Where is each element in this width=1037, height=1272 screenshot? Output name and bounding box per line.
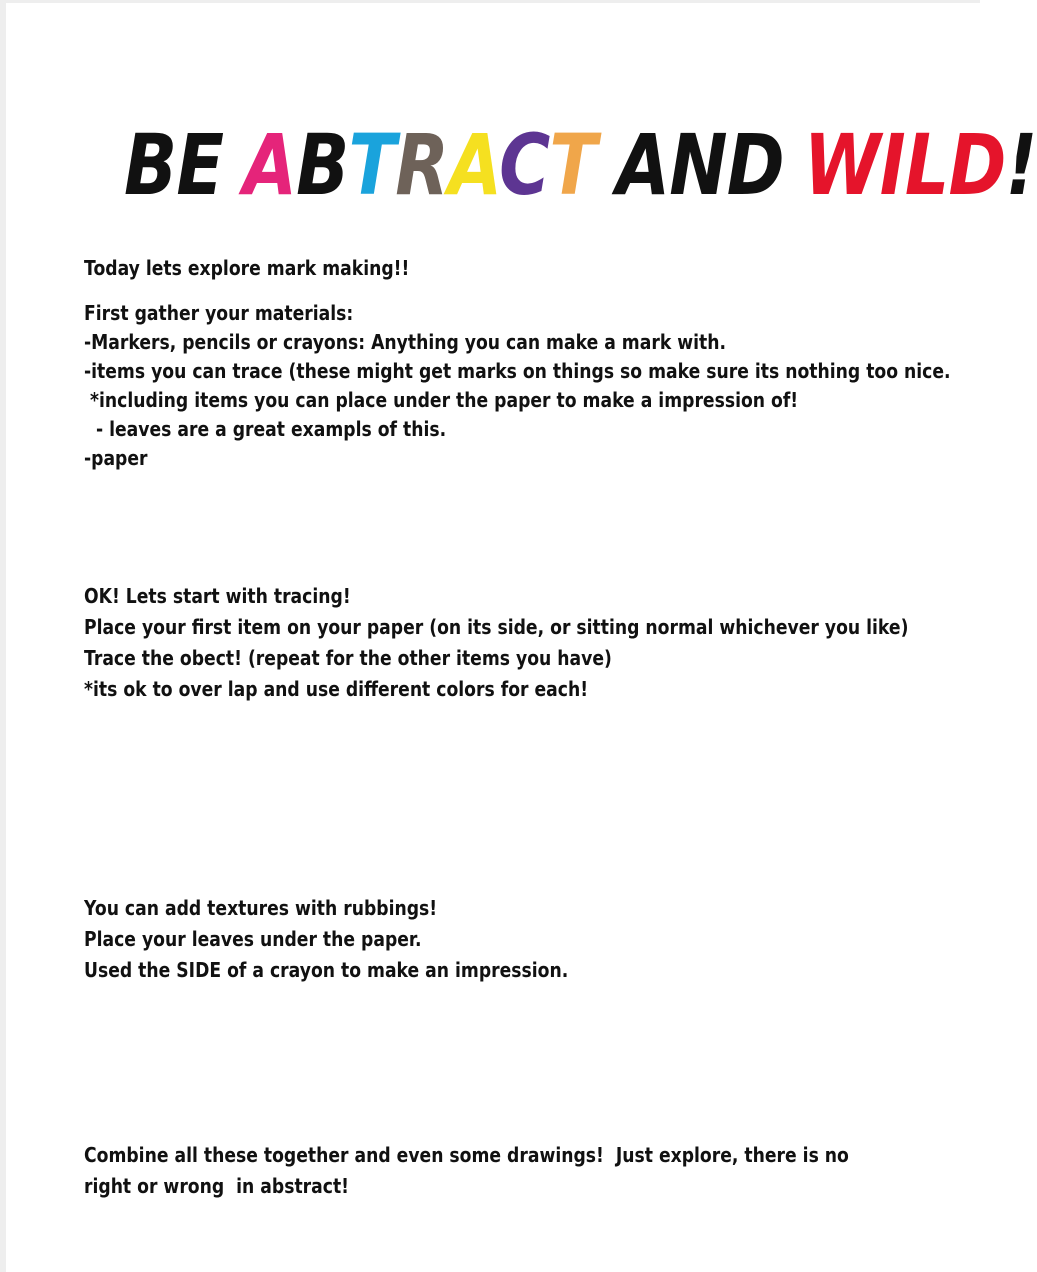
title-letter: N (669, 116, 727, 214)
rubbings-heading: You can add textures with rubbings! (84, 896, 438, 920)
title-letter: T (549, 116, 597, 214)
title-letter: I (879, 116, 905, 214)
materials-note-impression: *including items you can place under the paper to make a impression of! (84, 388, 799, 412)
materials-note-leaves: - leaves are a great exampls of this. (84, 417, 447, 441)
rubbings-step-crayon: Used the SIDE of a crayon to make an impression. (84, 958, 569, 982)
title-letter: ! (1005, 116, 1037, 214)
rubbings-section (84, 893, 964, 986)
combine-line-2: right or wrong in abstract! (84, 1174, 350, 1198)
materials-item-paper: -paper (84, 446, 148, 470)
materials-item-markers: -Markers, pencils or crayons: Anything you can make a mark with. (84, 330, 727, 354)
tracing-step-trace: Trace the obect! (repeat for the other items you have) (84, 646, 612, 670)
title-letter: E (176, 116, 224, 214)
title-letter: A (616, 116, 670, 214)
materials-section (84, 299, 964, 473)
materials-item-trace: -items you can trace (these might get marks on things so make sure its nothing too nice. (84, 359, 951, 383)
title-letter: R (395, 116, 449, 214)
title-letter: A (448, 116, 500, 214)
combine-section (84, 1140, 964, 1202)
title-letter: B (296, 116, 349, 214)
materials-heading: First gather your materials: (84, 301, 354, 325)
title-letter: C (499, 116, 550, 214)
title-letter: D (948, 116, 1006, 214)
page-title (124, 115, 1037, 215)
title-letter: A (243, 116, 297, 214)
rubbings-step-place: Place your leaves under the paper. (84, 927, 422, 951)
title-letter: T (348, 116, 396, 214)
combine-line-1: Combine all these together and even some drawings! Just explore, there is no (84, 1143, 849, 1167)
intro-line: Today lets explore mark making!! (84, 256, 410, 280)
title-letter: W (803, 116, 880, 214)
tracing-heading: OK! Lets start with tracing! (84, 584, 351, 608)
intro-section (84, 254, 964, 283)
title-letter: B (124, 116, 177, 214)
tracing-step-place: Place your first item on your paper (on its side, or sitting normal whichever you like) (84, 615, 909, 639)
tracing-note: *its ok to over lap and use different colors for each! (84, 677, 589, 701)
tracing-section (84, 581, 964, 705)
title-letter: L (904, 116, 949, 214)
title-letter: D (726, 116, 784, 214)
